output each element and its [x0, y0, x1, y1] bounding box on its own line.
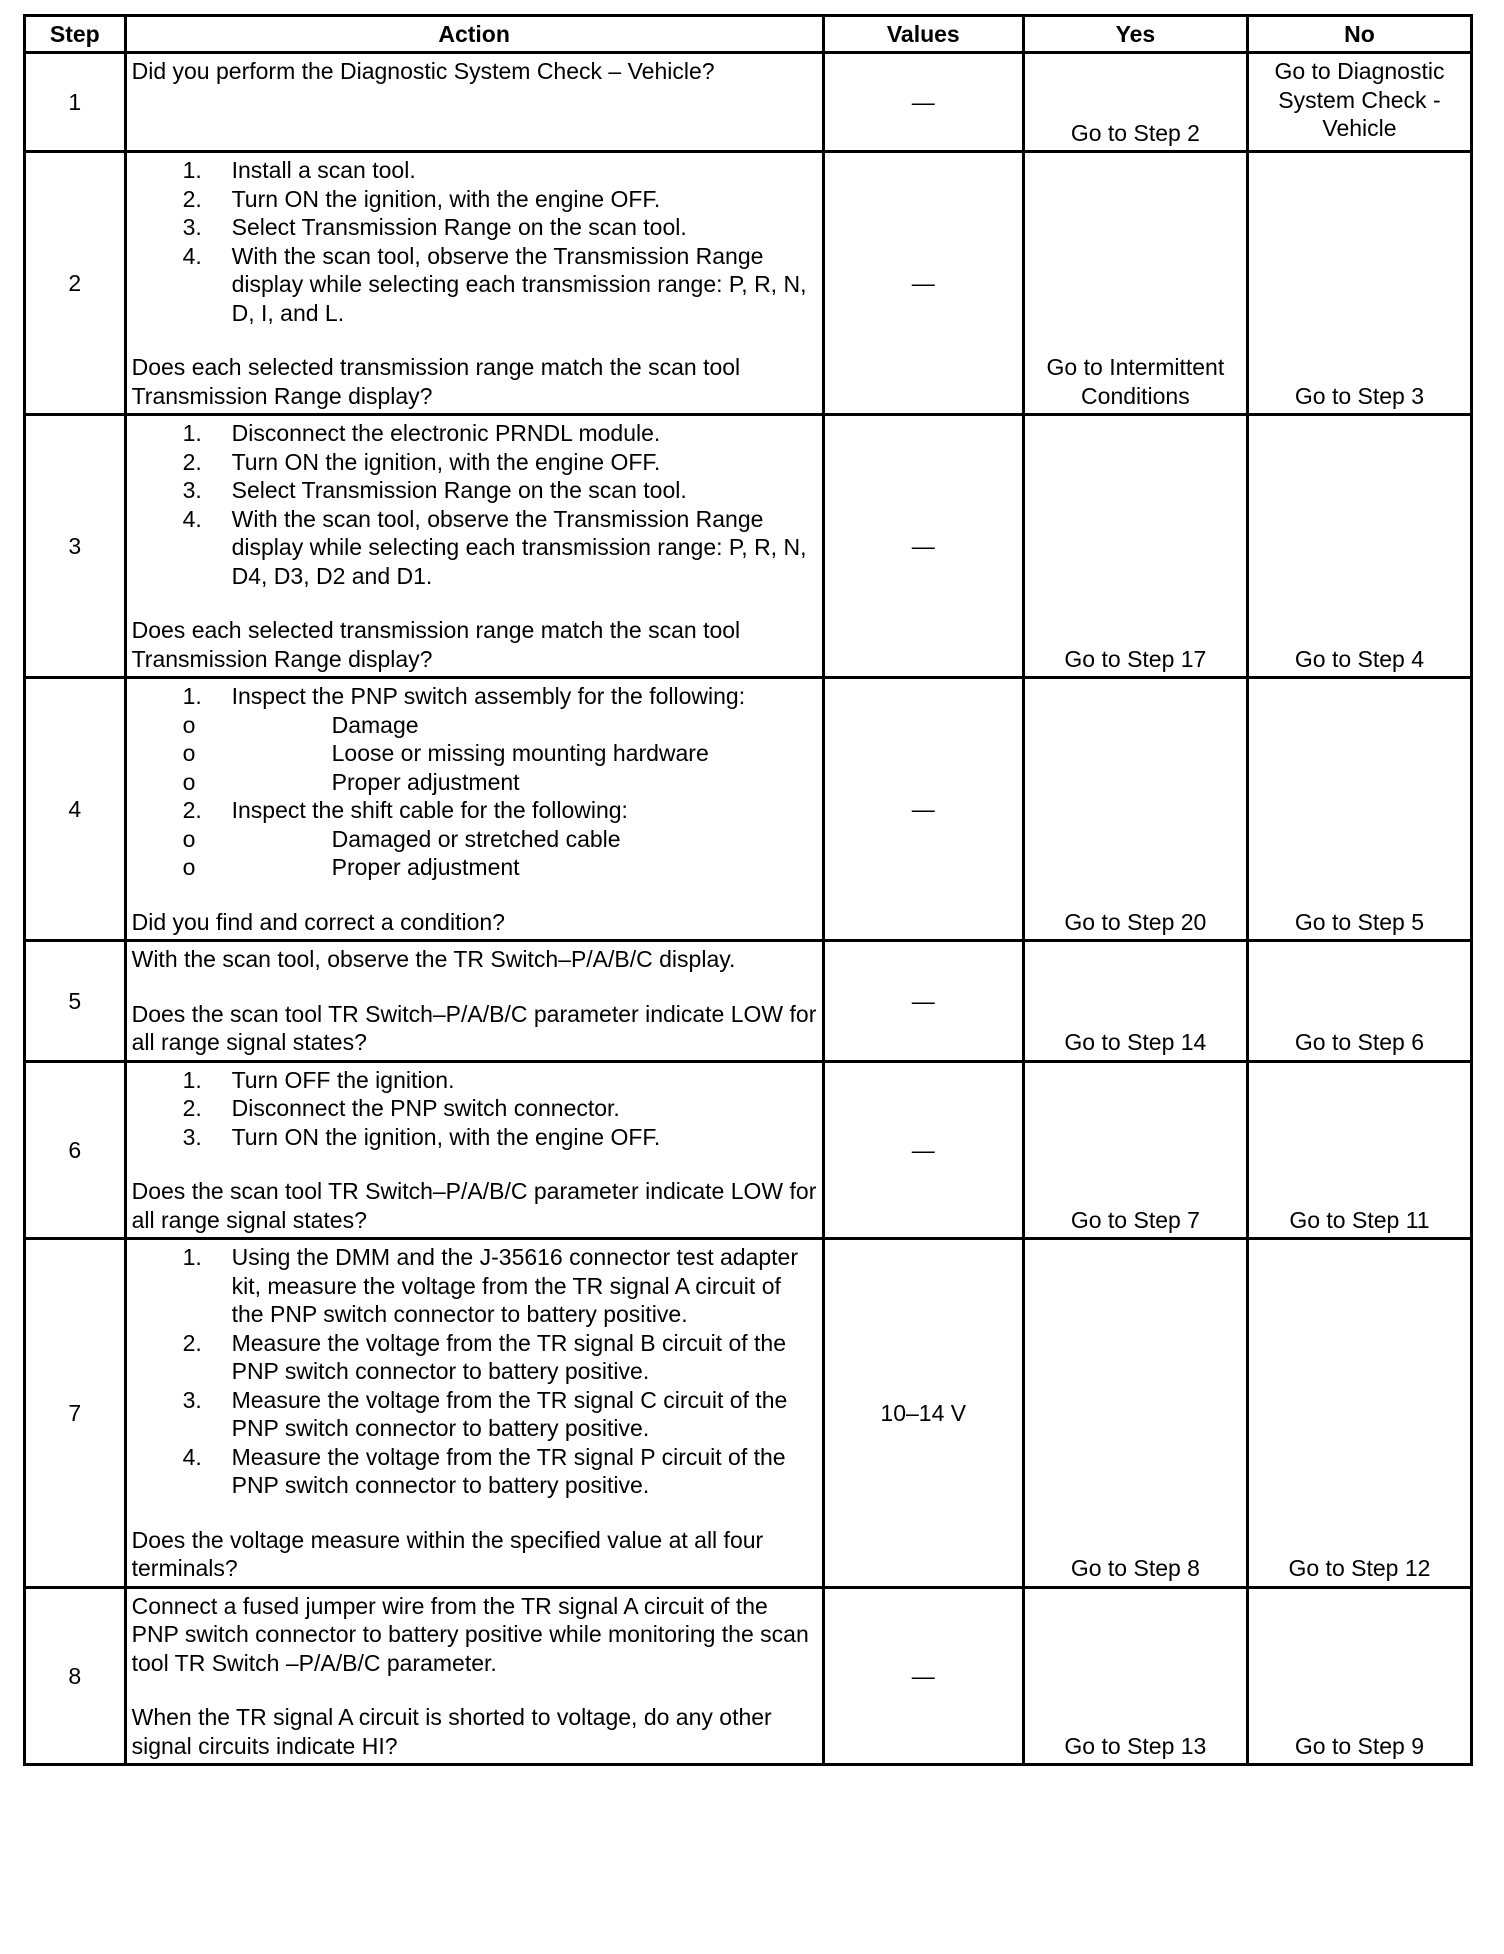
values-cell: —: [823, 152, 1023, 415]
no-cell: Go to Diagnostic System Check - Vehicle: [1247, 53, 1471, 152]
yes-cell: Go to Intermittent Conditions: [1023, 152, 1247, 415]
yes-cell: Go to Step 14: [1023, 941, 1247, 1062]
list-item: 1. Disconnect the electronic PRNDL module.: [182, 420, 661, 446]
header-step: Step: [25, 16, 126, 53]
list-item: 1. Install a scan tool.: [182, 157, 416, 183]
step-number: 2: [25, 152, 126, 415]
action-list: [132, 796, 818, 825]
table-row: [25, 1587, 1472, 1765]
list-item: 2. Measure the voltage from the TR signal B circuit of the PNP switch connector to battery positive.: [182, 1329, 787, 1384]
header-row: [25, 16, 1472, 53]
values-cell: —: [823, 678, 1023, 941]
step-number: 3: [25, 415, 126, 678]
yes-cell: Go to Step 17: [1023, 415, 1247, 678]
action-cell: [125, 53, 823, 152]
table-row: [25, 1061, 1472, 1239]
action-list: [132, 1066, 818, 1152]
action-question: Does each selected transmission range match the scan tool Transmission Range display?: [131, 617, 741, 672]
step-number: 1: [25, 53, 126, 152]
values-cell: —: [823, 53, 1023, 152]
no-cell: Go to Step 9: [1247, 1587, 1471, 1765]
list-item: 2. Turn ON the ignition, with the engine OFF.: [182, 448, 661, 475]
step-number: 6: [25, 1061, 126, 1239]
list-item: 1. Turn OFF the ignition.: [182, 1066, 455, 1093]
table-row: [25, 678, 1472, 941]
list-item: 3. Select Transmission Range on the scan tool.: [182, 214, 687, 240]
list-item: 4. Measure the voltage from the TR signal P circuit of the PNP switch connector to battery positive.: [182, 1443, 786, 1498]
sub-list-item: o Loose or missing mounting hardware: [182, 740, 709, 766]
table-row: [25, 53, 1472, 152]
list-item: 2. Disconnect the PNP switch connector.: [182, 1095, 620, 1121]
no-cell: Go to Step 12: [1247, 1239, 1471, 1588]
table-row: [25, 1239, 1472, 1588]
values-cell: —: [823, 1061, 1023, 1239]
step-number: 7: [25, 1239, 126, 1588]
list-item: 4. With the scan tool, observe the Transmission Range display while selecting each transmission range: P, R, N, D4, D3, D2 and D1.: [182, 505, 807, 589]
no-cell: Go to Step 5: [1247, 678, 1471, 941]
values-cell: —: [823, 1587, 1023, 1765]
action-intro: Connect a fused jumper wire from the TR signal A circuit of the PNP switch connector to battery positive while monitoring the scan tool TR Switch –P/A/B/C parameter.: [131, 1592, 809, 1676]
action-cell: [125, 415, 823, 678]
header-no: No: [1247, 16, 1471, 53]
values-cell: —: [823, 415, 1023, 678]
yes-cell: Go to Step 7: [1023, 1061, 1247, 1239]
sub-list-item: o Damage: [182, 711, 419, 738]
action-cell: [125, 1239, 823, 1588]
action-list: [132, 419, 818, 590]
values-cell: —: [823, 941, 1023, 1062]
list-item: 3. Select Transmission Range on the scan tool.: [182, 477, 687, 503]
list-item: 3. Turn ON the ignition, with the engine OFF.: [182, 1123, 661, 1150]
list-item: 2. Turn ON the ignition, with the engine OFF.: [182, 185, 661, 212]
action-cell: [125, 1587, 823, 1765]
action-cell: [125, 678, 823, 941]
action-list: [132, 156, 818, 327]
yes-cell: Go to Step 2: [1023, 53, 1247, 152]
no-cell: Go to Step 3: [1247, 152, 1471, 415]
table-row: [25, 415, 1472, 678]
action-intro: With the scan tool, observe the TR Switch–P/A/B/C display.: [131, 946, 736, 972]
list-item: 3. Measure the voltage from the TR signal C circuit of the PNP switch connector to battery positive.: [182, 1386, 788, 1441]
step-number: 5: [25, 941, 126, 1062]
no-cell: Go to Step 11: [1247, 1061, 1471, 1239]
yes-cell: Go to Step 20: [1023, 678, 1247, 941]
action-question: Did you find and correct a condition?: [131, 908, 505, 935]
no-cell: Go to Step 6: [1247, 941, 1471, 1062]
header-values: Values: [823, 16, 1023, 53]
list-item: 4. With the scan tool, observe the Transmission Range display while selecting each transmission range: P, R, N, D, I, and L.: [182, 242, 807, 326]
sub-list-item: o Proper adjustment: [182, 854, 520, 880]
list-item: 1. Inspect the PNP switch assembly for the following:: [182, 683, 746, 709]
action-cell: [125, 941, 823, 1062]
sub-list: [132, 711, 818, 797]
step-number: 8: [25, 1587, 126, 1765]
yes-cell: Go to Step 8: [1023, 1239, 1247, 1588]
action-cell: [125, 152, 823, 415]
list-item: 1. Using the DMM and the J-35616 connector test adapter kit, measure the voltage from the TR signal A circuit of the PNP switch connector to battery positive.: [182, 1244, 798, 1327]
action-question: Does the scan tool TR Switch–P/A/B/C parameter indicate LOW for all range signal states?: [131, 1000, 817, 1055]
values-cell: 10–14 V: [823, 1239, 1023, 1588]
list-item: 2. Inspect the shift cable for the following:: [182, 797, 628, 823]
table-row: [25, 152, 1472, 415]
action-list: [132, 682, 818, 711]
action-intro: Did you perform the Diagnostic System Check – Vehicle?: [131, 58, 715, 84]
sub-list-item: o Damaged or stretched cable: [182, 825, 621, 852]
yes-cell: Go to Step 13: [1023, 1587, 1247, 1765]
sub-list: [132, 825, 818, 882]
header-action: Action: [125, 16, 823, 53]
action-question: Does the scan tool TR Switch–P/A/B/C parameter indicate LOW for all range signal states?: [131, 1178, 817, 1233]
action-cell: [125, 1061, 823, 1239]
step-number: 4: [25, 678, 126, 941]
table-row: [25, 941, 1472, 1062]
header-yes: Yes: [1023, 16, 1247, 53]
action-question: Does the voltage measure within the specified value at all four terminals?: [131, 1526, 764, 1581]
action-question: When the TR signal A circuit is shorted to voltage, do any other signal circuits indicate HI?: [131, 1704, 772, 1759]
sub-list-item: o Proper adjustment: [182, 768, 520, 795]
diagnostic-table-page: [23, 14, 1473, 1766]
action-question: Does each selected transmission range match the scan tool Transmission Range display?: [131, 354, 741, 409]
no-cell: Go to Step 4: [1247, 415, 1471, 678]
action-list: [132, 1243, 818, 1500]
diagnostic-table: [23, 14, 1473, 1766]
